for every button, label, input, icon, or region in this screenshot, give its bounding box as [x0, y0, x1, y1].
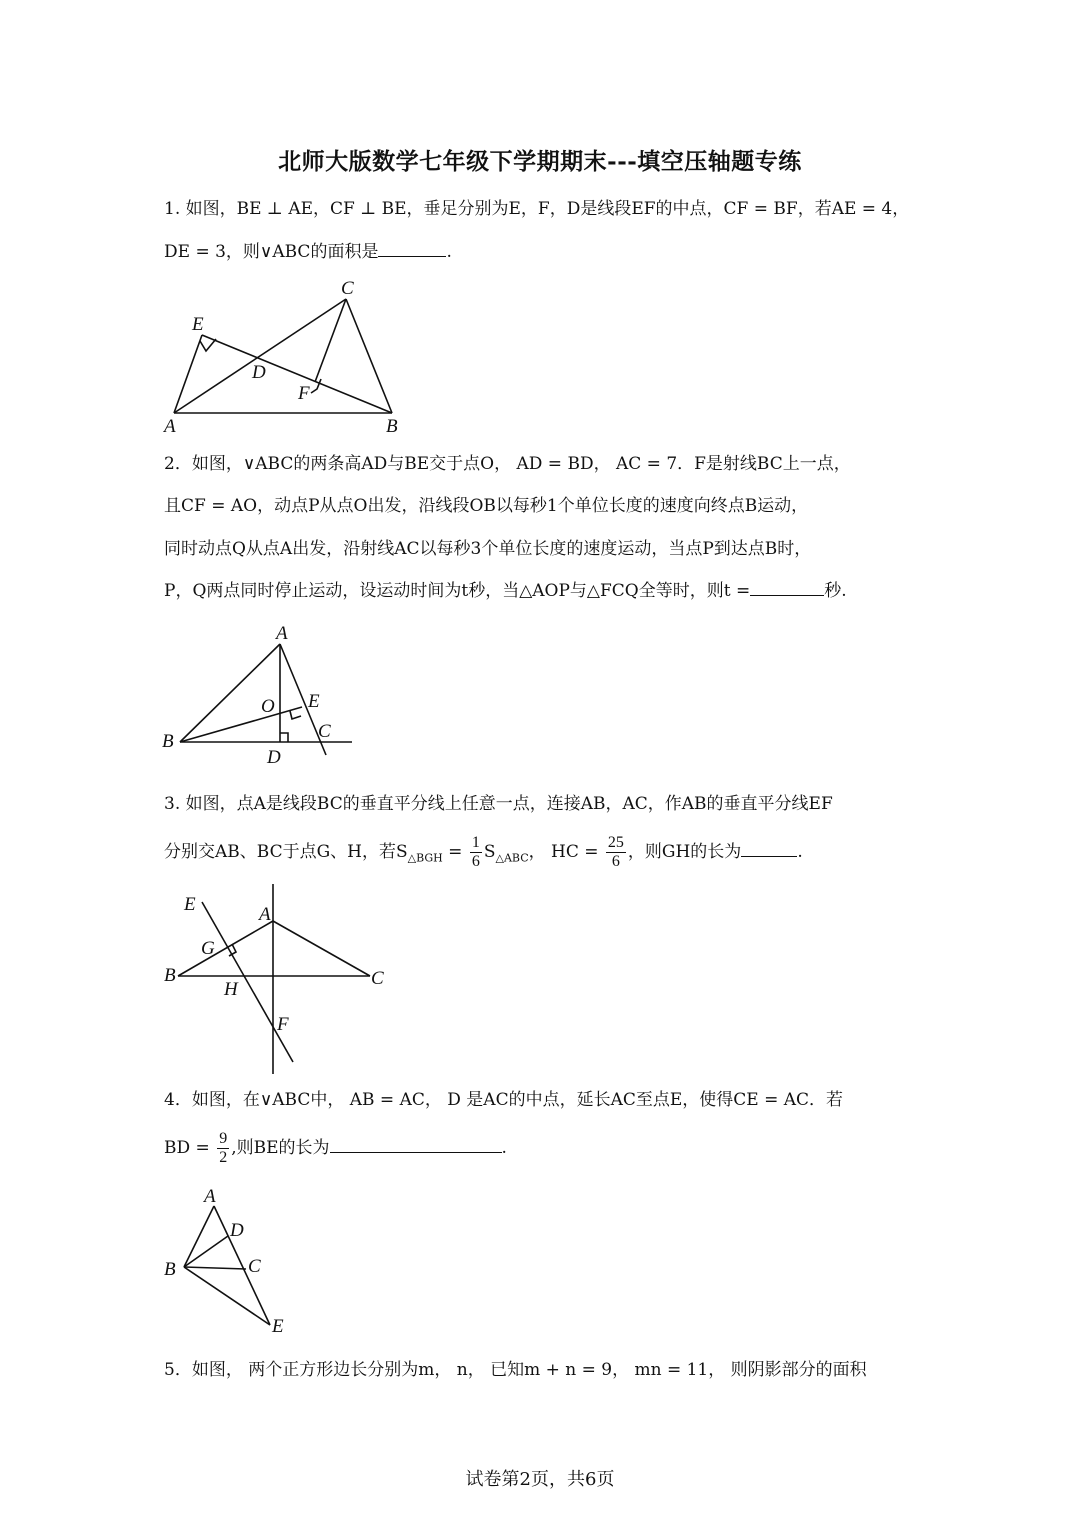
q3-answer-blank[interactable] — [741, 840, 797, 857]
q1-label-E: E — [192, 314, 204, 335]
q3-figure — [160, 880, 400, 1080]
q4-label-E: E — [272, 1316, 284, 1337]
q3-label-G: G — [201, 938, 215, 959]
q4-line2-a: BD = — [164, 1138, 216, 1158]
q2-label-O: O — [261, 696, 275, 717]
q3-fraction-1 — [470, 834, 482, 871]
q3-label-F: F — [277, 1014, 289, 1035]
q4-label-D: D — [230, 1220, 244, 1241]
q3-label-A: A — [259, 904, 271, 925]
q2-line1: 2．如图，∨ABC的两条高AD与BE交于点O， AD = BD， AC = 7．F是射线BC上一点， — [164, 454, 851, 474]
q2-line4-text: P，Q两点同时停止运动，设运动时间为t秒，当△AOP与△FCQ全等时，则t = — [164, 581, 751, 601]
q2-label-E: E — [308, 691, 320, 712]
page-footer: 试卷第2页，共6页 — [465, 1469, 615, 1490]
q3-line2-b: S — [483, 842, 496, 862]
q4-answer-blank[interactable] — [330, 1136, 502, 1153]
q4-label-C: C — [248, 1256, 261, 1277]
q3-frac2-den: 6 — [611, 853, 620, 870]
q4-label-A: A — [204, 1186, 216, 1207]
q1-label-B: B — [386, 416, 398, 437]
q3-sub2: △ABC — [495, 851, 529, 865]
q4-frac-den: 2 — [219, 1149, 228, 1166]
q4-line2 — [164, 1128, 507, 1168]
q2-line2: 且CF = AO，动点P从点O出发，沿线段OB以每秒1个单位长度的速度向终点B运动， — [164, 496, 809, 516]
q4-end: . — [501, 1138, 507, 1158]
q1-label-D: D — [252, 362, 266, 383]
q4-label-B: B — [164, 1259, 176, 1280]
q2-figure — [160, 620, 360, 770]
page-title: 北师大版数学七年级下学期期末---填空压轴题专练 — [278, 148, 802, 175]
q5-line1: 5．如图， 两个正方形边长分别为m， n， 已知m + n = 9， mn = 11， 则阴影部分的面积 — [164, 1360, 867, 1380]
q3-label-H: H — [224, 979, 238, 1000]
q1-figure — [160, 278, 420, 438]
q3-frac2-num: 25 — [607, 834, 624, 851]
q4-line1: 4．如图，在∨ABC中， AB = AC， D 是AC的中点，延长AC至点E，使得CE = AC．若 — [164, 1090, 844, 1110]
q2-end: 秒. — [824, 581, 847, 601]
q4-figure — [160, 1182, 310, 1342]
q3-eq: = — [442, 842, 468, 862]
q3-label-C: C — [371, 968, 384, 989]
q2-answer-blank[interactable] — [750, 579, 824, 596]
q2-label-B: B — [162, 731, 174, 752]
q1-answer-blank[interactable] — [378, 240, 446, 257]
q4-line2-b: ,则BE的长为 — [231, 1138, 330, 1158]
q2-label-C: C — [318, 721, 331, 742]
q3-sub1: △BGH — [407, 851, 443, 865]
q3-label-E: E — [184, 894, 196, 915]
q3-end: . — [797, 842, 803, 862]
q3-frac1-num: 1 — [471, 834, 480, 851]
q2-label-D: D — [267, 747, 281, 768]
q3-line2 — [164, 832, 803, 878]
q1-label-A: A — [164, 416, 176, 437]
q1-label-C: C — [341, 278, 354, 299]
q3-line1: 3. 如图，点A是线段BC的垂直平分线上任意一点，连接AB，AC，作AB的垂直平分线EF — [164, 794, 833, 814]
q1-line2-text: DE = 3，则∨ABC的面积是 — [164, 242, 379, 262]
q3-line2-c: ， HC = — [528, 842, 604, 862]
q3-line2-d: ，则GH的长为 — [627, 842, 742, 862]
q1-line2 — [164, 240, 452, 264]
q3-frac1-den: 6 — [471, 853, 480, 870]
q2-line3: 同时动点Q从点A出发，沿射线AC以每秒3个单位长度的速度运动，当点P到达点B时， — [164, 539, 812, 559]
q1-end: . — [446, 242, 452, 262]
q4-frac-num: 9 — [219, 1130, 228, 1147]
q2-label-A: A — [276, 623, 288, 644]
q2-line4 — [164, 579, 847, 603]
q1-label-F: F — [298, 383, 310, 404]
q4-fraction — [217, 1130, 229, 1167]
q3-label-B: B — [164, 965, 176, 986]
q1-line1: 1. 如图，BE ⊥ AE，CF ⊥ BE，垂足分别为E，F，D是线段EF的中点，CF = BF，若AE = 4， — [164, 199, 910, 219]
q3-fraction-2 — [606, 834, 626, 871]
q3-line2-a: 分别交AB、BC于点G、H，若S — [164, 842, 408, 862]
